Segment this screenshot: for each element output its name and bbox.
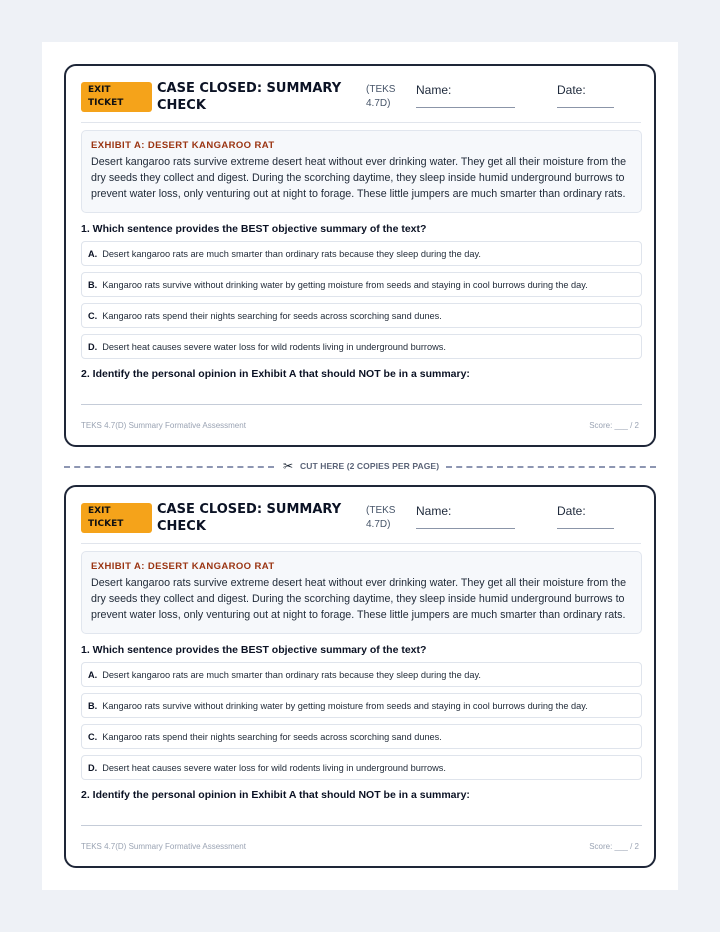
exhibit-title: EXHIBIT A: DESERT KANGAROO RAT [91, 561, 275, 572]
question-2: 2. Identify the personal opinion in Exhibit A that should NOT be in a summary: [81, 789, 470, 801]
header-divider [81, 122, 641, 123]
scissors-icon: ✂ [283, 459, 294, 473]
option-letter: A. [88, 670, 98, 680]
question-2: 2. Identify the personal opinion in Exhibit A that should NOT be in a summary: [81, 368, 470, 380]
option-text: Kangaroo rats survive without drinking water by getting moisture from seeds and staying in cool burrows during the day. [102, 701, 588, 711]
name-label: Name: [416, 504, 452, 518]
option-letter: B. [88, 701, 98, 711]
option-text: Kangaroo rats survive without drinking water by getting moisture from seeds and staying in cool burrows during the day. [102, 280, 588, 290]
answer-line[interactable] [81, 404, 642, 405]
exhibit-text: Desert kangaroo rats survive extreme desert heat without ever drinking water. They get all their moisture from the dry seeds they collect and digest. During the scorching daytime, they sleep inside humid underground burrows to prevent water loss, only venturing out at night to forage. These little jumpers are much smarter than ordinary rats. [91, 577, 627, 621]
exhibit-text: Desert kangaroo rats survive extreme desert heat without ever drinking water. They get all their moisture from the dry seeds they collect and digest. During the scorching daytime, they sleep inside humid underground burrows to prevent water loss, only venturing out at night to forage. These little jumpers are much smarter than ordinary rats. [91, 156, 627, 200]
cut-dash-left [64, 466, 274, 468]
cut-dash-right [446, 466, 656, 468]
exit-ticket-1 [64, 64, 656, 447]
question-1: 1. Which sentence provides the BEST objective summary of the text? [81, 223, 427, 235]
header-divider [81, 543, 641, 544]
option-a[interactable] [81, 662, 642, 687]
option-letter: A. [88, 249, 98, 259]
option-letter: C. [88, 732, 98, 742]
footer-score: Score: ___ / 2 [589, 421, 639, 430]
teks-code: (TEKS 4.7D) [366, 505, 396, 530]
date-label: Date: [557, 83, 586, 97]
date-label: Date: [557, 504, 586, 518]
option-letter: D. [88, 763, 98, 773]
exit-ticket-badge: EXIT TICKET [81, 503, 152, 533]
exhibit-title: EXHIBIT A: DESERT KANGAROO RAT [91, 140, 275, 151]
ticket-title: CASE CLOSED: SUMMARY CHECK [157, 502, 342, 534]
question-1: 1. Which sentence provides the BEST objective summary of the text? [81, 644, 427, 656]
exit-ticket-badge: EXIT TICKET [81, 82, 152, 112]
name-field[interactable] [416, 528, 515, 529]
exit-ticket-2 [64, 485, 656, 868]
cut-label: CUT HERE (2 COPIES PER PAGE) [300, 461, 440, 471]
option-text: Desert kangaroo rats are much smarter than ordinary rats because they sleep during the day. [102, 670, 481, 680]
option-text: Desert heat causes severe water loss for wild rodents living in underground burrows. [102, 763, 446, 773]
option-letter: C. [88, 311, 98, 321]
option-a[interactable] [81, 241, 642, 266]
option-d[interactable] [81, 334, 642, 359]
exhibit-box [81, 551, 642, 634]
option-text: Desert kangaroo rats are much smarter than ordinary rats because they sleep during the day. [102, 249, 481, 259]
worksheet-page [42, 42, 678, 890]
date-field[interactable] [557, 528, 614, 529]
option-d[interactable] [81, 755, 642, 780]
option-text: Kangaroo rats spend their nights searching for seeds across scorching sand dunes. [102, 732, 442, 742]
date-field[interactable] [557, 107, 614, 108]
option-text: Desert heat causes severe water loss for wild rodents living in underground burrows. [102, 342, 446, 352]
option-letter: D. [88, 342, 98, 352]
name-field[interactable] [416, 107, 515, 108]
option-b[interactable] [81, 693, 642, 718]
footer-assessment-label: TEKS 4.7(D) Summary Formative Assessment [81, 842, 246, 851]
footer-score: Score: ___ / 2 [589, 842, 639, 851]
footer-assessment-label: TEKS 4.7(D) Summary Formative Assessment [81, 421, 246, 430]
answer-line[interactable] [81, 825, 642, 826]
option-text: Kangaroo rats spend their nights searching for seeds across scorching sand dunes. [102, 311, 442, 321]
option-c[interactable] [81, 303, 642, 328]
exhibit-box [81, 130, 642, 213]
ticket-title: CASE CLOSED: SUMMARY CHECK [157, 81, 342, 113]
option-c[interactable] [81, 724, 642, 749]
cut-line [64, 460, 656, 474]
name-label: Name: [416, 83, 452, 97]
option-letter: B. [88, 280, 98, 290]
teks-code: (TEKS 4.7D) [366, 84, 396, 109]
option-b[interactable] [81, 272, 642, 297]
